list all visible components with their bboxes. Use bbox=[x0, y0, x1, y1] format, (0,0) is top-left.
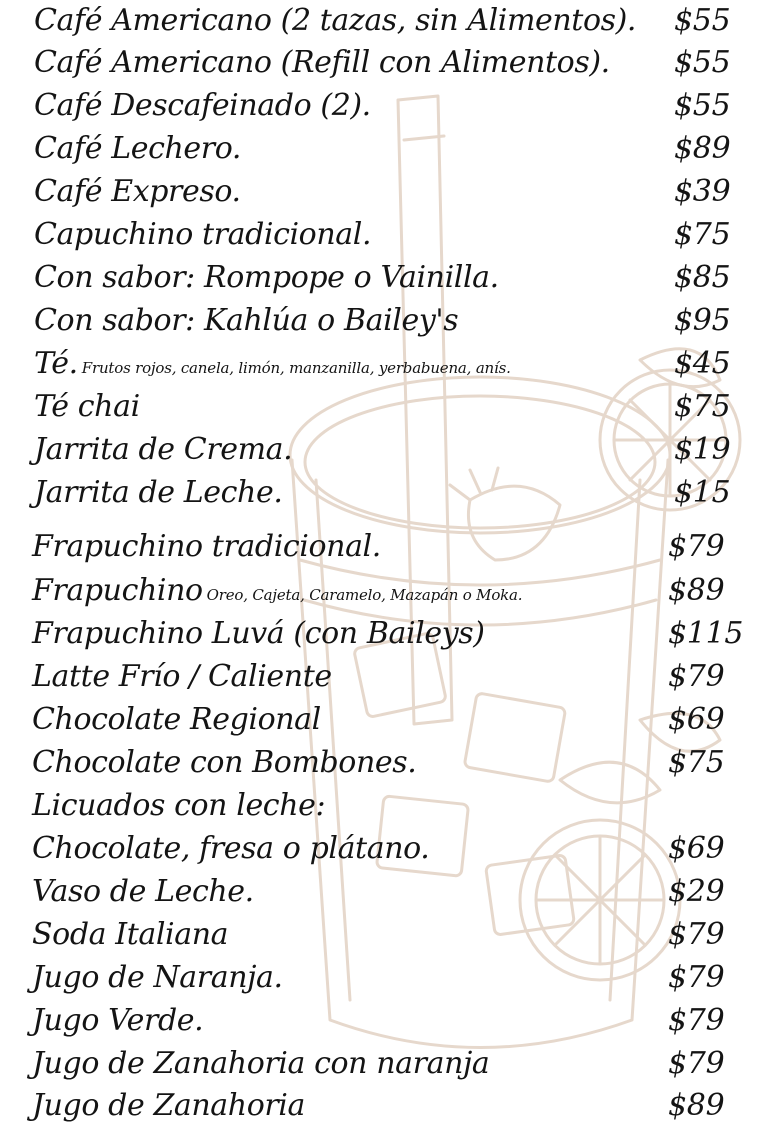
item-name: Frapuchino Luvá (con Baileys) bbox=[32, 616, 485, 651]
item-price: $79 bbox=[668, 1003, 725, 1038]
menu-item bbox=[0, 915, 768, 955]
menu-section-heading bbox=[0, 786, 768, 826]
item-name: Con sabor: Rompope o Vainilla. bbox=[34, 260, 499, 295]
item-name: Licuados con leche: bbox=[32, 788, 326, 823]
menu-item bbox=[0, 657, 768, 697]
menu-item bbox=[0, 958, 768, 998]
menu-item bbox=[0, 700, 768, 740]
item-price: $75 bbox=[674, 217, 731, 252]
item-name: Jarrita de Crema. bbox=[34, 432, 293, 467]
item-name-text: Té. bbox=[34, 346, 78, 381]
item-price: $79 bbox=[668, 659, 725, 694]
item-name: Jarrita de Leche. bbox=[34, 475, 283, 510]
item-name: Café Americano (Refill con Alimentos). bbox=[34, 45, 610, 80]
menu-item bbox=[0, 215, 768, 255]
menu-item bbox=[0, 129, 768, 169]
item-name: Té chai bbox=[34, 389, 140, 424]
item-name: Soda Italiana bbox=[32, 917, 229, 952]
item-name-text: Frapuchino bbox=[32, 573, 203, 608]
item-name: Café Descafeinado (2). bbox=[34, 88, 371, 123]
menu-item bbox=[0, 86, 768, 126]
item-name: Café Lechero. bbox=[34, 131, 241, 166]
menu-item bbox=[0, 872, 768, 912]
item-name: Con sabor: Kahlúa o Bailey's bbox=[34, 303, 459, 338]
item-name: Vaso de Leche. bbox=[32, 874, 254, 909]
item-name: Café Americano (2 tazas, sin Alimentos). bbox=[34, 3, 637, 38]
item-price: $79 bbox=[668, 1046, 725, 1081]
item-price: $55 bbox=[674, 3, 731, 38]
menu-item bbox=[0, 527, 768, 567]
item-price: $15 bbox=[674, 475, 731, 510]
menu-item bbox=[0, 829, 768, 869]
item-price: $89 bbox=[674, 131, 731, 166]
item-name: Café Expreso. bbox=[34, 174, 241, 209]
item-name: Capuchino tradicional. bbox=[34, 217, 372, 252]
menu-item bbox=[0, 473, 768, 513]
item-note: Oreo, Cajeta, Caramelo, Mazapán o Moka. bbox=[206, 586, 523, 604]
item-name bbox=[34, 344, 511, 388]
menu-item bbox=[0, 387, 768, 427]
item-name bbox=[32, 571, 522, 615]
menu-item bbox=[0, 43, 768, 83]
menu-item bbox=[0, 1001, 768, 1041]
menu-item bbox=[0, 301, 768, 341]
item-price: $95 bbox=[674, 303, 731, 338]
item-note: Frutos rojos, canela, limón, manzanilla, yerbabuena, anís. bbox=[81, 359, 511, 377]
item-price: $79 bbox=[668, 960, 725, 995]
item-price: $55 bbox=[674, 88, 731, 123]
item-name: Chocolate con Bombones. bbox=[32, 745, 417, 780]
item-name: Chocolate, fresa o plátano. bbox=[32, 831, 430, 866]
menu-item bbox=[0, 743, 768, 783]
item-price: $39 bbox=[674, 174, 731, 209]
menu-item bbox=[0, 344, 768, 384]
menu-item bbox=[0, 172, 768, 212]
menu-item bbox=[0, 1086, 768, 1126]
item-price: $55 bbox=[674, 45, 731, 80]
menu-item bbox=[0, 1, 768, 41]
item-price: $69 bbox=[668, 831, 725, 866]
item-price: $45 bbox=[674, 346, 731, 381]
item-price: $75 bbox=[674, 389, 731, 424]
menu-item bbox=[0, 571, 768, 611]
menu-item bbox=[0, 1044, 768, 1084]
item-price: $19 bbox=[674, 432, 731, 467]
item-name: Jugo Verde. bbox=[32, 1003, 204, 1038]
item-name: Jugo de Zanahoria bbox=[32, 1088, 305, 1123]
item-name: Frapuchino tradicional. bbox=[32, 529, 381, 564]
item-name: Jugo de Zanahoria con naranja bbox=[32, 1046, 490, 1081]
menu-item bbox=[0, 258, 768, 298]
item-name: Chocolate Regional bbox=[32, 702, 321, 737]
item-price: $79 bbox=[668, 529, 725, 564]
item-price: $89 bbox=[668, 1088, 725, 1123]
item-price: $115 bbox=[668, 616, 744, 651]
menu-item bbox=[0, 430, 768, 470]
item-price: $89 bbox=[668, 573, 725, 608]
item-price: $29 bbox=[668, 874, 725, 909]
menu-item bbox=[0, 614, 768, 654]
item-price: $75 bbox=[668, 745, 725, 780]
item-price: $69 bbox=[668, 702, 725, 737]
item-name: Jugo de Naranja. bbox=[32, 960, 283, 995]
item-name: Latte Frío / Caliente bbox=[32, 659, 332, 694]
item-price: $79 bbox=[668, 917, 725, 952]
item-price: $85 bbox=[674, 260, 731, 295]
